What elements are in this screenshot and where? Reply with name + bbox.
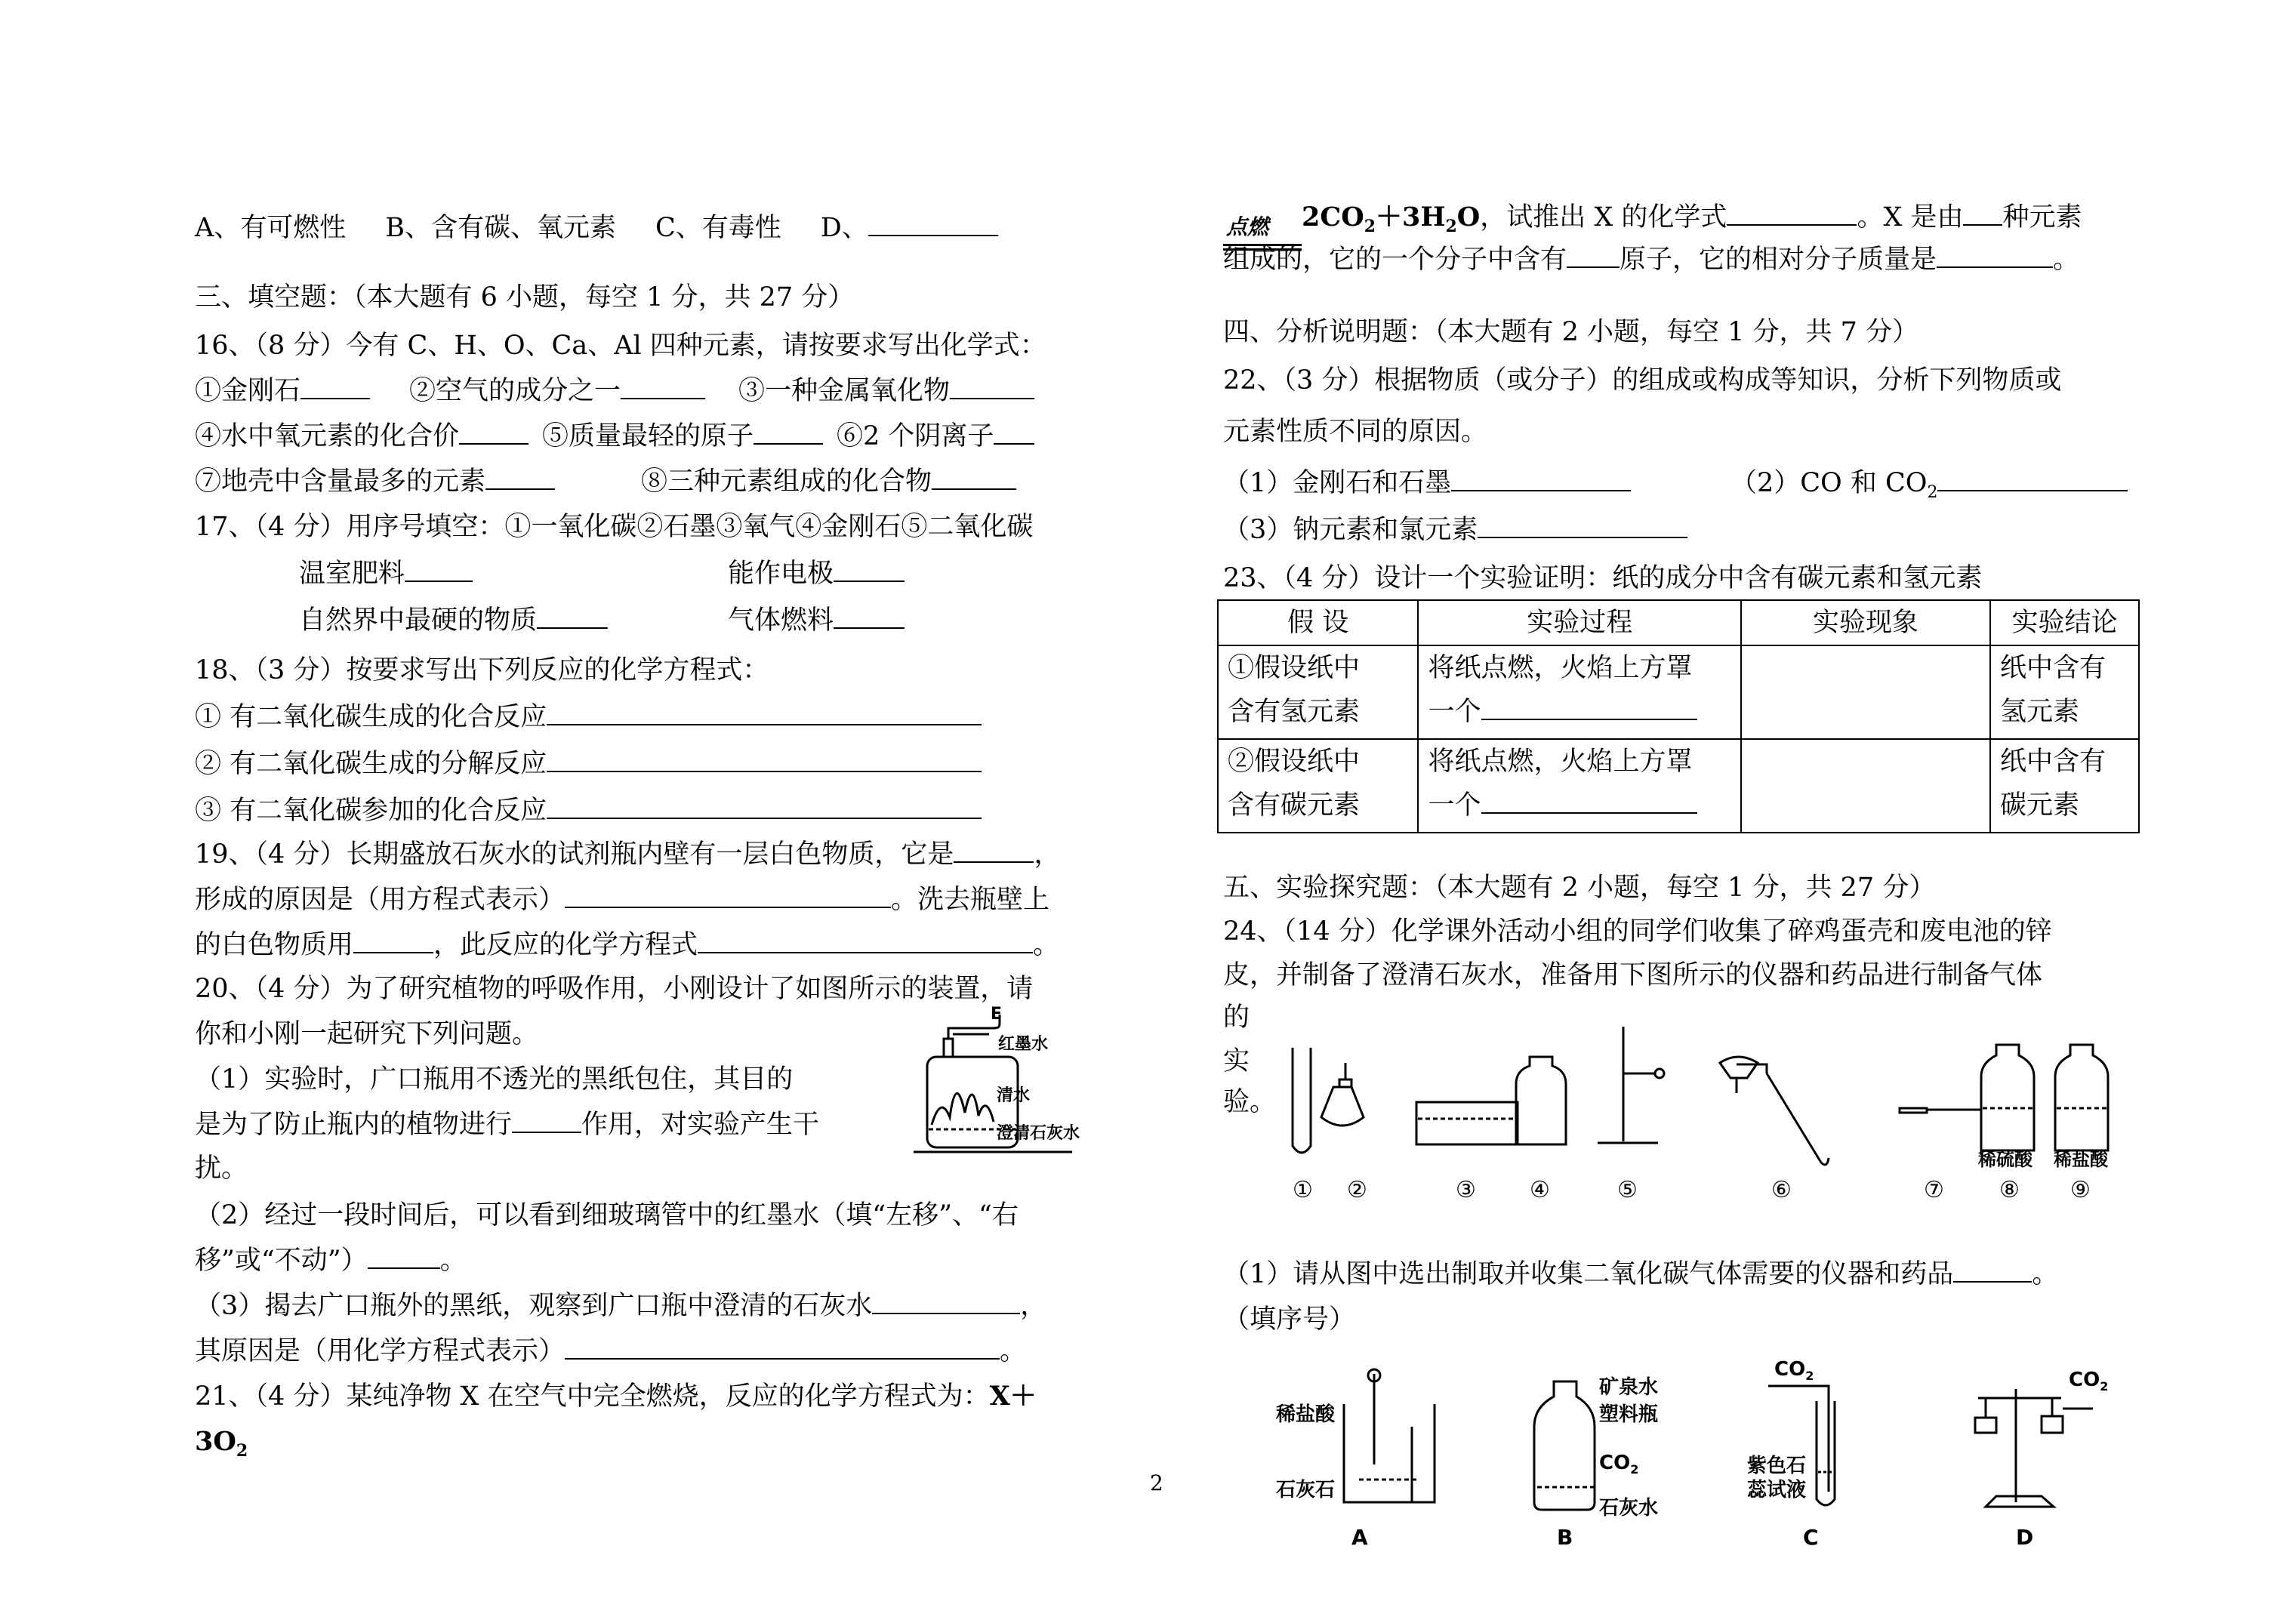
fig-c-label: C	[1803, 1525, 1819, 1550]
apparatus-number: ⑦	[1924, 1177, 1944, 1203]
q20-p2b: 移”或“不动”） 。	[195, 1241, 467, 1280]
table-cell-hypothesis: ②假设纸中 含有碳元素	[1218, 739, 1418, 833]
fig-c-litmus-label-1: 紫色石	[1747, 1455, 1807, 1477]
q17-d: 气体燃料	[728, 601, 905, 640]
q24-line1: 24、（14 分）化学课外活动小组的同学们收集了碎鸡蛋壳和废电池的锌	[1223, 916, 2052, 947]
answer-blank[interactable]	[868, 209, 998, 236]
q21-continuation-2: 组成的，它的一个分子中含有 原子，它的相对分子质量是 。	[1223, 240, 2079, 279]
answer-blank[interactable]	[1481, 693, 1697, 720]
q24-p1c: （填序号）	[1223, 1304, 1356, 1335]
q22-line1: 22、（3 分）根据物质（或分子）的组成或构成等知识，分析下列物质或	[1223, 365, 2062, 396]
q20-p3c: 其原因是（用化学方程式表示） 。	[195, 1332, 1026, 1371]
answer-blank[interactable]	[512, 1106, 581, 1133]
answer-blank[interactable]	[954, 836, 1034, 863]
fig-b-water-label: 矿泉水	[1599, 1376, 1659, 1399]
apparatus-number: ⑧	[1999, 1177, 2020, 1203]
q23-experiment-table	[1217, 599, 2140, 833]
answer-blank[interactable]	[547, 792, 982, 819]
fig-d-label: D	[2016, 1525, 2034, 1550]
table-cell-observation[interactable]	[1741, 739, 1990, 833]
q16-row1: ①金刚石 ②空气的成分之一 ③一种金属氧化物	[195, 371, 1034, 411]
q21-line1: 21、（4 分）某纯净物 X 在空气中完全燃烧，反应的化学方程式为：X＋	[195, 1381, 1037, 1412]
fig-a-label: A	[1351, 1525, 1368, 1550]
page-number: 2	[1150, 1471, 1163, 1495]
table-header: 假 设	[1218, 600, 1418, 645]
fig-a-acid-label: 稀盐酸	[1276, 1403, 1336, 1426]
answer-blank[interactable]	[932, 463, 1016, 490]
table-header-row	[1218, 600, 2139, 645]
q20-p1d: 扰。	[195, 1153, 248, 1184]
q20-p3a: （3）揭去广口瓶外的黑纸，观察到广口瓶中澄清的石灰水 ，	[195, 1286, 1046, 1326]
q22-a: （1）金刚石和石墨	[1223, 463, 1631, 503]
q20-line2: 你和小刚一起研究下列问题。	[195, 1019, 539, 1049]
q20-line1: 20、（4 分）为了研究植物的呼吸作用，小刚设计了如图所示的装置，请	[195, 974, 1034, 1004]
q16-stem: 16、（8 分）今有 C、H、O、Ca、Al 四种元素，请按要求写出化学式：	[195, 331, 1046, 361]
q21-continuation: 点燃 $2CO_2+3H_2O$，试推出 X 的化学式 。X 是由 种元素	[1223, 198, 2082, 246]
apparatus-number: ⑥	[1771, 1177, 1792, 1203]
answer-blank[interactable]	[834, 555, 905, 582]
answer-blank[interactable]	[547, 698, 982, 725]
q16-row3: ⑦地壳中含量最多的元素 ⑧三种元素组成的化合物	[195, 462, 1016, 501]
figure-label-ink: 红墨水	[998, 1035, 1049, 1054]
answer-blank[interactable]	[698, 926, 1033, 953]
q22-b: （2）CO 和 $CO_2$	[1730, 463, 2128, 513]
q19-line2: 形成的原因是（用方程式表示） 。洗去瓶壁上	[195, 880, 1049, 919]
figure-label-lime: 澄清石灰水	[997, 1124, 1080, 1143]
table-cell-procedure: 将纸点燃，火焰上方罩 一个	[1418, 645, 1740, 739]
fig-a-stone-label: 石灰石	[1276, 1479, 1336, 1501]
fig-b-bottle-label: 塑料瓶	[1599, 1403, 1659, 1426]
q18-b: ② 有二氧化碳生成的分解反应	[195, 744, 982, 784]
q18-stem: 18、（3 分）按要求写出下列反应的化学方程式：	[195, 655, 769, 685]
q18-a: ① 有二氧化碳生成的化合反应	[195, 698, 982, 737]
q17-a: 温室肥料	[299, 554, 473, 593]
answer-blank[interactable]	[537, 602, 608, 629]
answer-blank[interactable]	[1937, 464, 2128, 491]
table-cell-hypothesis: ①假设纸中 含有氢元素	[1218, 645, 1418, 739]
q24-line4: 实	[1223, 1046, 1250, 1076]
apparatus-number: ④	[1530, 1177, 1550, 1203]
answer-blank[interactable]	[754, 417, 823, 445]
q20-p2a: （2）经过一段时间后，可以看到细玻璃管中的红墨水（填“左移”、“右	[195, 1200, 1019, 1230]
answer-blank[interactable]	[1937, 241, 2053, 268]
q24-line3: 的	[1223, 1002, 1250, 1033]
q18-c: ③ 有二氧化碳参加的化合反应	[195, 791, 982, 830]
acid-label-hydrochloric: 稀盐酸	[2054, 1149, 2108, 1170]
fig-d-co2-label: $CO_2$	[2069, 1369, 2109, 1394]
q24-line2: 皮，并制备了澄清石灰水，准备用下图所示的仪器和药品进行制备气体	[1223, 960, 2043, 990]
answer-blank[interactable]	[621, 372, 705, 399]
q24-line5: 验。	[1223, 1087, 1277, 1117]
apparatus-numbers	[1293, 1177, 2091, 1203]
fig-c-litmus-label-2: 蕊试液	[1747, 1479, 1807, 1501]
table-cell-observation[interactable]	[1741, 645, 1990, 739]
q22-line2: 元素性质不同的原因。	[1223, 417, 1488, 447]
table-cell-procedure: 将纸点燃，火焰上方罩 一个	[1418, 739, 1740, 833]
answer-blank[interactable]	[834, 602, 905, 629]
apparatus-number: ②	[1347, 1177, 1367, 1203]
answer-blank[interactable]	[565, 881, 891, 908]
apparatus-figure	[1276, 1019, 2137, 1208]
q19-line1: 19、（4 分）长期盛放石灰水的试剂瓶内壁有一层白色物质，它是 ，	[195, 835, 1060, 874]
q17-b: 能作电极	[728, 554, 905, 593]
answer-blank[interactable]	[1727, 199, 1857, 226]
section-5-title: 五、实验探究题：（本大题有 2 小题，每空 1 分，共 27 分）	[1223, 873, 1936, 903]
q20-p1b: 是为了防止瓶内的植物进行 作用，对实验产生干	[195, 1105, 819, 1144]
table-row	[1218, 739, 2139, 833]
section-4-title: 四、分析说明题：（本大题有 2 小题，每空 1 分，共 7 分）	[1223, 317, 1919, 347]
co2-experiment-figures	[1261, 1359, 2144, 1555]
q24-p1a: （1）请从图中选出制取并收集二氧化碳气体需要的仪器和药品 。	[1223, 1255, 2058, 1294]
answer-blank[interactable]	[994, 417, 1034, 445]
answer-blank[interactable]	[368, 1242, 440, 1269]
q20-p1a: （1）实验时，广口瓶用不透光的黑纸包住，其目的	[195, 1064, 794, 1095]
q17-stem: 17、（4 分）用序号填空：①一氧化碳②石墨③氧气④金刚石⑤二氧化碳	[195, 512, 1034, 542]
q23-stem: 23、（4 分）设计一个实验证明：纸的成分中含有碳元素和氢元素	[1223, 563, 1983, 593]
figure-label-e: E	[991, 1005, 1003, 1024]
q15-options: A、有可燃性 B、含有碳、氧元素 C、有毒性 D、	[195, 208, 998, 248]
answer-blank[interactable]	[1451, 464, 1631, 491]
answer-blank[interactable]	[950, 372, 1034, 399]
table-header: 实验过程	[1418, 600, 1740, 645]
answer-blank[interactable]	[1567, 241, 1620, 268]
answer-blank[interactable]	[547, 745, 982, 772]
q19-line3: 的白色物质用 ，此反应的化学方程式 。	[195, 925, 1059, 965]
apparatus-number: ③	[1456, 1177, 1476, 1203]
answer-blank[interactable]	[485, 463, 555, 490]
fig-b-co2-label: $CO_2$	[1599, 1452, 1639, 1477]
answer-blank[interactable]	[459, 417, 529, 445]
answer-blank[interactable]	[1963, 199, 2002, 226]
section-3-title: 三、填空题：（本大题有 6 小题，每空 1 分，共 27 分）	[195, 282, 855, 313]
answer-blank[interactable]	[300, 372, 370, 399]
table-header: 实验现象	[1741, 600, 1990, 645]
acid-label-sulfuric: 稀硫酸	[1978, 1149, 2032, 1170]
q16-row2: ④水中氧元素的化合价 ⑤质量最轻的原子 ⑥2 个阴离子	[195, 417, 1034, 456]
table-header: 实验结论	[1990, 600, 2139, 645]
table-cell-conclusion: 纸中含有 氢元素	[1990, 645, 2139, 739]
answer-blank[interactable]	[565, 1332, 1000, 1360]
answer-blank[interactable]	[872, 1287, 1020, 1314]
answer-blank[interactable]	[1953, 1255, 2032, 1283]
answer-blank[interactable]	[353, 926, 433, 953]
table-row	[1218, 645, 2139, 739]
answer-blank[interactable]	[1478, 511, 1687, 538]
q17-c: 自然界中最硬的物质	[299, 601, 608, 640]
plant-respiration-figure	[883, 1005, 1102, 1163]
apparatus-number: ⑨	[2070, 1177, 2091, 1203]
apparatus-number: ⑤	[1617, 1177, 1638, 1203]
fig-b-lime-label: 石灰水	[1599, 1497, 1659, 1520]
fig-b-label: B	[1557, 1525, 1573, 1550]
answer-blank[interactable]	[405, 555, 473, 582]
q21-line2: $3O_2$	[195, 1426, 248, 1461]
fig-c-co2-label: $CO_2$	[1774, 1358, 1814, 1383]
q22-c: （3）钠元素和氯元素	[1223, 510, 1687, 550]
table-cell-conclusion: 纸中含有 碳元素	[1990, 739, 2139, 833]
figure-label-water: 清水	[997, 1086, 1031, 1105]
apparatus-number: ①	[1293, 1177, 1313, 1203]
answer-blank[interactable]	[1481, 787, 1697, 814]
